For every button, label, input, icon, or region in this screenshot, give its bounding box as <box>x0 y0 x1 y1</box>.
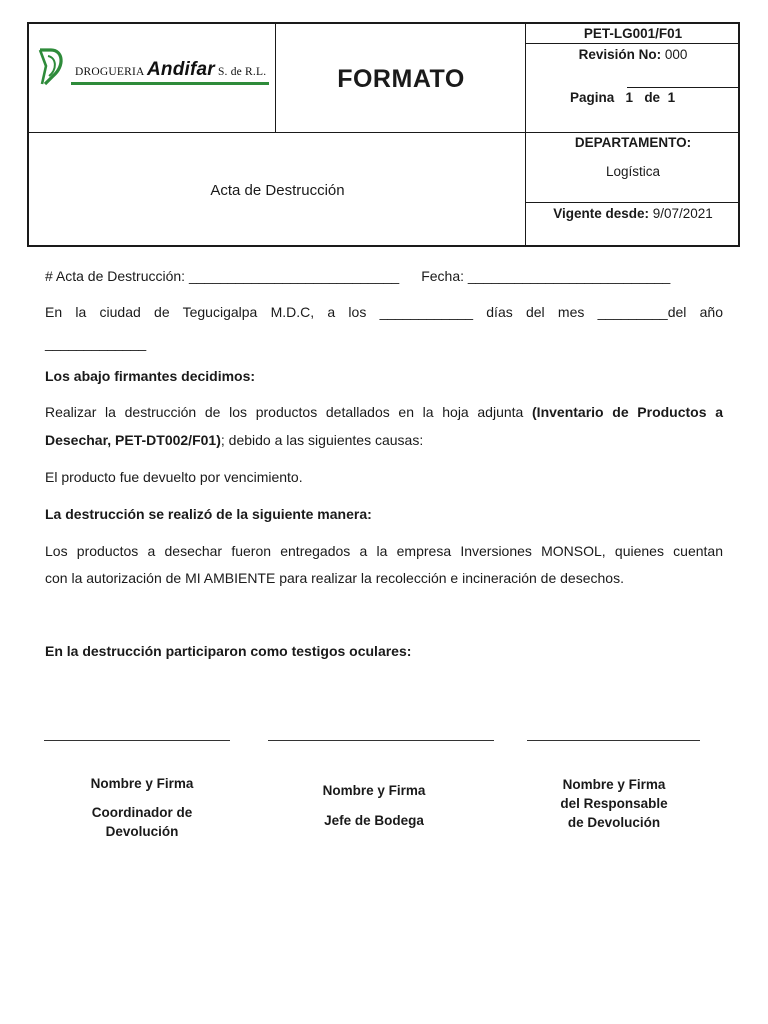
city-line: En la ciudad de Tegucigalpa M.D.C, a los ____________ días del mes _________del año <box>45 304 723 320</box>
divider <box>627 87 738 88</box>
department-value: Logística <box>605 164 661 179</box>
department-label: DEPARTAMENTO: <box>574 135 692 150</box>
signature-role: Jefe de Bodega <box>324 813 424 828</box>
divider <box>525 43 738 44</box>
signature-block-warehouse <box>278 781 470 830</box>
signature-role: Coordinador de <box>91 805 193 820</box>
acta-number-line: # Acta de Destrucción: ___________________________ Fecha: __________________________ <box>45 268 671 284</box>
header-table <box>27 22 740 247</box>
logo-underline <box>71 82 269 85</box>
page-indicator: Pagina 1 de 1 <box>570 90 676 105</box>
signature-line <box>268 740 494 742</box>
fecha-line: Fecha: __________________________ <box>421 268 671 284</box>
divider <box>525 202 738 203</box>
signature-line <box>527 740 700 742</box>
logo-mark-icon <box>37 46 67 86</box>
signers-heading: Los abajo firmantes decidimos: <box>45 368 256 384</box>
manner-line-2: con la autorización de MI AMBIENTE para realizar la recolección e incineración de desechos. <box>45 570 624 586</box>
year-blank: _____________ <box>45 335 147 351</box>
signature-block-responsible <box>522 775 706 832</box>
manner-line-1: Los productos a desechar fueron entregados a la empresa Inversiones MONSOL, quienes cuentan <box>45 543 723 559</box>
logo-text: DROGUERIA Andifar S. de R.L. <box>75 59 267 80</box>
signature-line <box>44 740 230 742</box>
company-logo <box>37 46 269 90</box>
divider <box>275 24 276 132</box>
format-title: FORMATO <box>337 64 465 93</box>
signature-block-coordinator <box>44 774 240 841</box>
revision: Revisión No: 000 <box>578 47 688 62</box>
witnesses-heading: En la destrucción participaron como testigos oculares: <box>45 643 412 659</box>
document-title: Acta de Destrucción <box>210 182 345 199</box>
signature-caption: Nombre y Firma <box>90 776 194 791</box>
signature-role: Devolución <box>105 824 179 839</box>
signature-caption: Nombre y Firma <box>322 783 426 798</box>
effective-date: Vigente desde: 9/07/2021 <box>553 206 713 221</box>
destruction-paragraph-line-2: Desechar, PET-DT002/F01); debido a las siguientes causas: <box>45 432 424 448</box>
manner-heading: La destrucción se realizó de la siguiente manera: <box>45 506 372 522</box>
signature-caption: Nombre y Firma <box>562 777 666 792</box>
document-code: PET-LG001/F01 <box>583 26 683 41</box>
signature-role: del Responsable <box>560 796 668 811</box>
signature-role: de Devolución <box>567 815 661 830</box>
destruction-paragraph-line-1: Realizar la destrucción de los productos detallados en la hoja adjunta (Inventario de Productos a <box>45 404 723 420</box>
cause-text: El producto fue devuelto por vencimiento. <box>45 469 303 485</box>
